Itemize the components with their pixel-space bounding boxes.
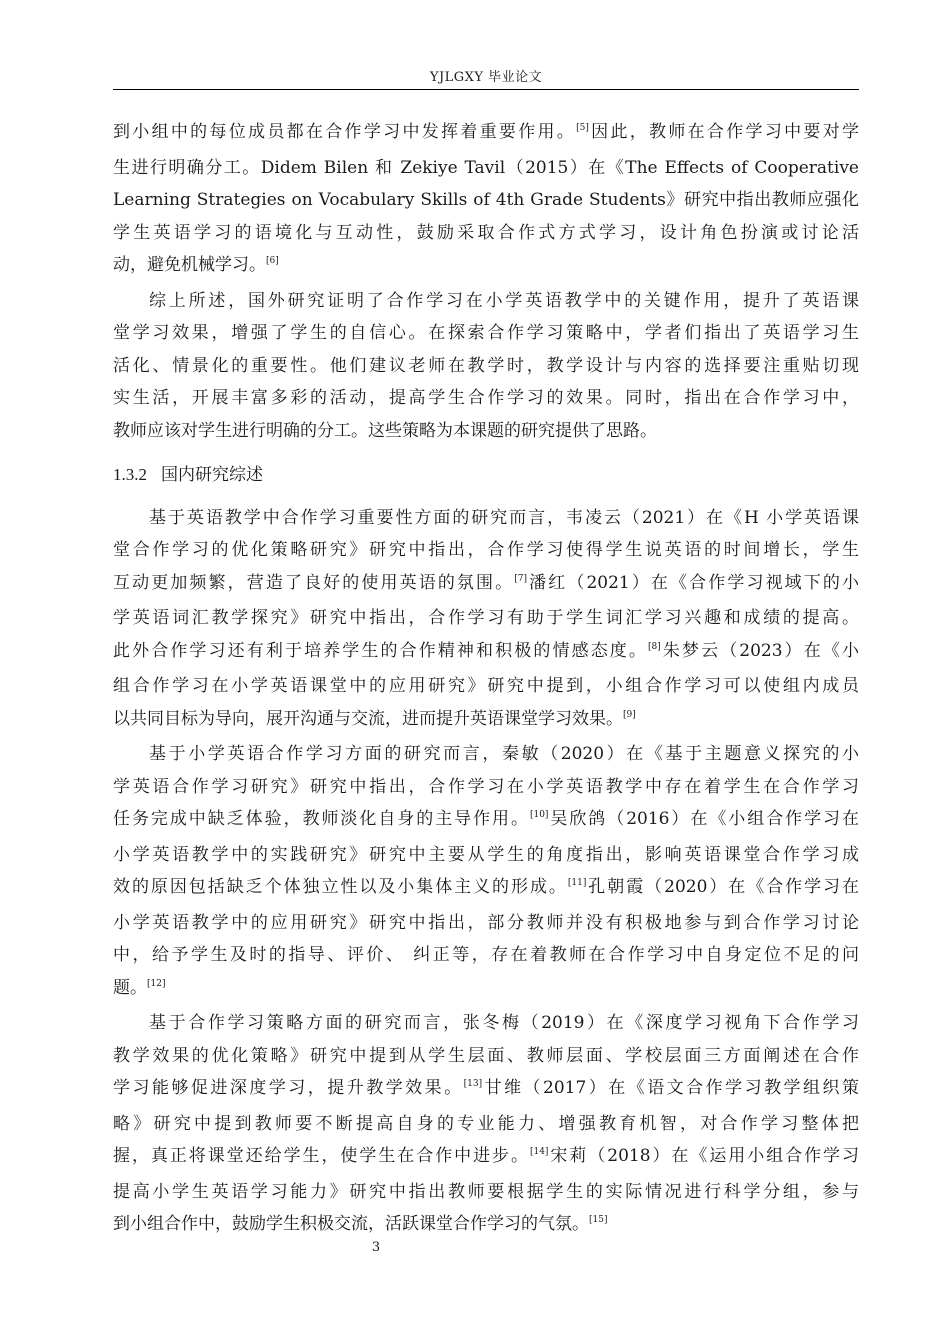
text-line [113,771,859,804]
text-segment: 提高小学生英语学习能力》研究中指出教师要根据学生的实际情况进行科学分组，参与 [113,1181,859,1202]
text-line [113,703,859,739]
text-segment: 组合作学习在小学英语课堂中的应用研究》研究中提到，小组合作学习可以使组内成员 [113,676,859,696]
paragraph-3 [113,502,859,739]
text-line [113,670,859,703]
text-segment: 到小组合作中，鼓励学生积极交流，活跃课堂合作学习的气氛。 [113,1214,589,1234]
text-line [113,502,859,535]
citation-marker: [11] [567,878,587,888]
text-line [113,567,859,603]
text-line [113,1072,859,1108]
section-heading [113,459,859,492]
text-segment: 小学英语教学中的应用研究》研究中指出，部分教师并没有积极地参与到合作学习讨论 [113,912,859,933]
text-line [113,839,859,872]
text-line [113,803,859,839]
text-segment: 因此，教师在合作学习中要对学 [588,122,859,142]
text-line [113,184,859,217]
text-segment: 学英语合作学习研究》研究中指出，合作学习在小学英语教学中存在着学生在合作学习 [113,776,859,797]
citation-marker: [8] [648,641,661,652]
text-segment: 握，真正将课堂还给学生，使学生在合作中进步。 [113,1146,530,1166]
text-line [113,217,859,250]
text-line [113,907,859,940]
paragraph-5 [113,1007,859,1244]
text-line [113,152,859,185]
text-line: 综上所述，国外研究证明了合作学习在小学英语教学中的关键作用，提升了英语课 [149,290,859,311]
text-segment: 此外合作学习还有利于培养学生的合作精神和积极的情感态度。 [113,640,649,661]
text-segment: 基于英语教学中合作学习重要性方面的研究而言，韦凌云（2021）在《H 小学英语课 [149,507,859,528]
text-segment: 略》研究中提到教师要不断提高自身的专业能力、增强教育机智，对合作学习整体把 [113,1113,859,1134]
text-segment: 教学效果的优化策略》研究中提到从学生层面、教师层面、学校层面三方面阐述在合作 [113,1045,859,1066]
text-segment: 朱梦云（2023）在《小 [660,640,859,661]
text-line [113,602,859,635]
text-segment: 以共同目标为导向，展开沟通与交流，进而提升英语课堂学习效果。 [113,708,623,729]
text-segment: 潘红（2021）在《合作学习视域下的小 [527,572,859,593]
text-segment: 学英语词汇教学探究》研究中指出，合作学习有助于学生词汇学习兴趣和成绩的提高。 [113,608,859,628]
text-segment: 堂合作学习的优化策略研究》研究中指出，合作学习使得学生说英语的时间增长，学生 [113,540,859,560]
text-segment: 到小组中的每位成员都在合作学习中发挥着重要作用。 [113,122,577,142]
citation-marker: [13] [463,1079,483,1089]
text-line [113,249,859,285]
citation-marker: [12] [147,978,166,989]
text-line [113,116,859,152]
text-segment: 题。 [113,977,147,998]
text-segment: 学习能够促进深度学习，提升教学效果。 [113,1078,464,1098]
text-segment: 学生英语学习的语境化与互动性，鼓励采取合作式方式学习，设计角色扮演或讨论活 [113,222,859,243]
text-segment: 宋莉（2018）在《运用小组合作学习 [548,1146,859,1166]
text-segment: 小学英语教学中的实践研究》研究中主要从学生的角度指出，影响英语课堂合作学习成 [113,844,859,865]
page-number: 3 [371,1240,381,1255]
text-line [113,534,859,567]
text-segment: 中，给予学生及时的指导、评价、 纠正等，存在着教师在合作学习中自身定位不足的问 [113,945,859,965]
text-line [113,1176,859,1209]
citation-marker: [9] [623,709,636,720]
text-line [113,939,859,972]
text-line [113,1040,859,1073]
text-segment: 互动更加频繁，营造了良好的使用英语的氛围。 [113,572,515,593]
text-line [113,1007,859,1040]
citation-marker: [10] [529,810,549,820]
text-line: 活化、情景化的重要性。他们建议老师在教学时，教学设计与内容的选择要注重贴切现 [113,355,859,376]
section-number: 1.3.2 [113,465,147,484]
citation-marker: [15] [589,1215,608,1225]
header-rule [113,89,859,90]
text-line [113,1108,859,1141]
running-header: YJLGXY 毕业论文 [429,70,543,85]
text-line [113,635,859,671]
text-segment: 生进行明确分工。Didem Bilen 和 Zekiye Tavil（2015）在《The Effects of Cooperative [113,157,859,178]
text-line [113,972,859,1008]
text-segment: 任务完成中缺乏体验，教师淡化自身的主导作用。 [113,809,530,829]
text-segment: 基于小学英语合作学习方面的研究而言，秦敏（2020）在《基于主题意义探究的小 [149,744,859,764]
paragraph-2 [113,285,859,448]
text-line: 实生活，开展丰富多彩的活动，提高学生合作学习的效果。同时，指出在合作学习中， [113,388,859,408]
text-line [113,1208,859,1244]
text-segment: 基于合作学习策略方面的研究而言，张冬梅（2019）在《深度学习视角下合作学习 [149,1013,859,1033]
text-line [113,738,859,771]
text-segment: 孔朝霞（2020）在《合作学习在 [586,877,859,897]
paragraph-1 [113,116,859,285]
text-line: 堂学习效果，增强了学生的自信心。在探索合作学习策略中，学者们指出了英语学习生 [113,323,859,343]
text-segment: 甘维（2017）在《语文合作学习教学组织策 [482,1078,859,1098]
text-line: 教师应该对学生进行明确的分工。这些策略为本课题的研究提供了思路。 [113,420,657,441]
section-title: 国内研究综述 [161,465,263,485]
text-line [113,1140,859,1176]
text-segment: 吴欣鸽（2016）在《小组合作学习在 [548,809,859,829]
text-segment: 效的原因包括缺乏个体独立性以及小集体主义的形成。 [113,877,568,897]
text-line [113,871,859,907]
text-segment: 动，避免机械学习。 [113,255,266,275]
document-body [113,116,859,1244]
paragraph-4 [113,738,859,1007]
citation-marker: [5] [576,123,589,133]
citation-marker: [6] [266,256,279,266]
text-segment: Learning Strategies on Vocabulary Skills of 4th Grade Students》研究中指出教师应强化 [113,190,859,210]
citation-marker: [7] [514,573,528,584]
citation-marker: [14] [529,1147,549,1157]
